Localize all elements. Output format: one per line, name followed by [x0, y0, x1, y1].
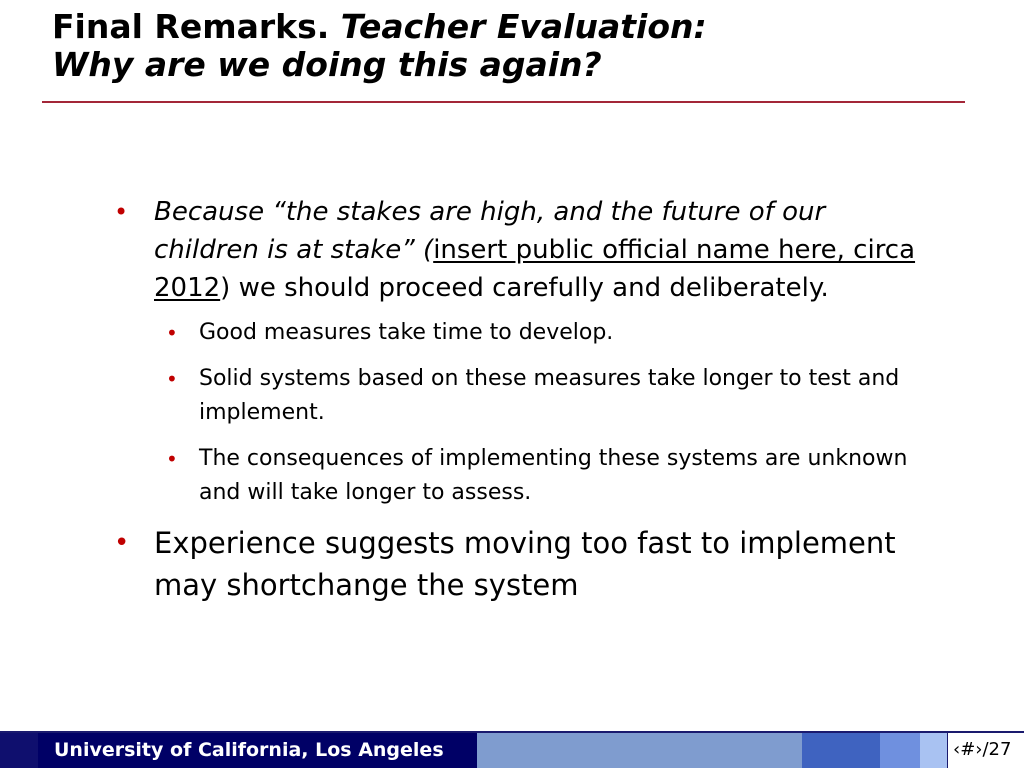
title-divider	[42, 101, 965, 103]
sub-bullet-dot-icon: •	[166, 367, 178, 391]
title-italic-2: Why are we doing this again?	[52, 45, 602, 84]
sub-bullet-item	[154, 316, 932, 350]
footer-bar	[0, 731, 1024, 768]
slide-body	[112, 193, 932, 606]
bullet-quote-text: Because “the stakes are high, and the future of our children is at stake” (	[154, 197, 826, 265]
footer-institution: University of California, Los Angeles	[38, 733, 477, 768]
footer-accent-block	[0, 733, 38, 768]
footer-color-block	[920, 733, 947, 768]
bullet-dot-icon: •	[114, 198, 129, 226]
slide-title	[52, 8, 972, 84]
sub-bullet-item	[154, 442, 932, 510]
bullet-dot-icon: •	[114, 528, 130, 558]
bullet-because	[112, 193, 932, 307]
sub-bullet-list	[154, 316, 932, 510]
sub-bullet-dot-icon: •	[166, 447, 178, 471]
bullet-rest-text: ) we should proceed carefully and deliberately.	[220, 273, 829, 303]
footer-color-block	[880, 733, 920, 768]
sub-bullet-text: Good measures take time to develop.	[199, 320, 614, 345]
sub-bullet-text: The consequences of implementing these systems are unknown and will take longer to assess.	[199, 446, 908, 505]
bullet-experience-text: Experience suggests moving too fast to implement may shortchange the system	[154, 526, 896, 602]
sub-bullet-dot-icon: •	[166, 321, 178, 345]
footer-color-block	[477, 733, 802, 768]
title-italic-1: Teacher Evaluation:	[340, 7, 707, 46]
page-number: ‹#›/27	[953, 739, 1012, 760]
title-lead: Final Remarks.	[52, 7, 341, 46]
sub-bullet-item	[154, 362, 932, 430]
bullet-placeholder-text: insert public official name here, circa 2012	[154, 235, 916, 303]
bullet-experience	[112, 522, 932, 606]
sub-bullet-text: Solid systems based on these measures take longer to test and implement.	[199, 366, 900, 425]
footer-color-block	[802, 733, 880, 768]
